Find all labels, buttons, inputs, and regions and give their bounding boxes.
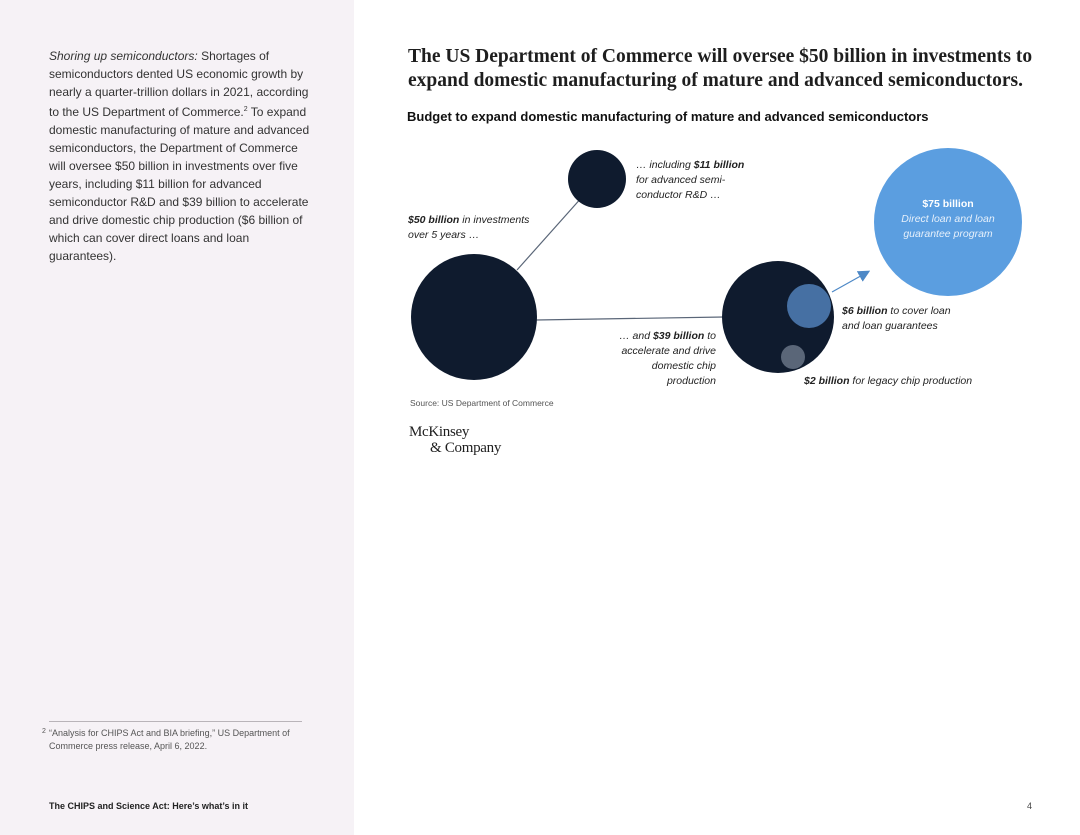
footnote-number: 2: [42, 728, 46, 735]
label-total: [408, 213, 548, 243]
bubble-rnd: [568, 150, 626, 208]
loan-program-label-2: guarantee program: [903, 228, 993, 240]
intro-body-2: To expand domestic manufacturing of mature and advanced semiconductors, the Department of Commerce will oversee $50 billion in investments over five years, including $11 billion for advanced semiconductor R&D and $39 billion to accelerate and drive domestic chip production ($6 billion of which can cover direct loans and loan guarantees).: [49, 105, 310, 263]
footer-title: The CHIPS and Science Act: Here’s what’s in it: [49, 801, 249, 811]
label-loans-amount: $6 billion: [842, 305, 888, 317]
label-legacy-amount: $2 billion: [804, 375, 850, 387]
footnote-text: “Analysis for CHIPS Act and BIA briefing,” US Department of Commerce press release, April 6, 2022.: [49, 728, 290, 751]
label-legacy: [804, 374, 1024, 389]
label-rnd-text: for advanced semi-conductor R&D …: [636, 174, 726, 201]
intro-body: Shortages of semiconductors dented US economic growth by nearly a quarter-trillion dollars in 2021, according to the US Department of Commerce.: [49, 49, 309, 119]
label-loans-text: to cover loan and loan guarantees: [842, 305, 951, 332]
label-rnd: [636, 158, 756, 203]
label-rnd-amount: $11 billion: [693, 159, 745, 171]
mckinsey-logo: [409, 424, 501, 456]
label-production-amount: $39 billion: [652, 330, 705, 342]
loan-program-amount: $75 billion: [922, 198, 974, 210]
label-production-text: to accelerate and drive domestic chip production: [621, 330, 716, 387]
intro-lead: Shoring up semiconductors:: [49, 49, 198, 63]
bubble-legacy: [781, 345, 805, 369]
label-total-text: in investments over 5 years …: [408, 214, 530, 241]
page-number: 4: [1026, 801, 1032, 811]
label-legacy-text: for legacy chip production: [849, 375, 973, 387]
loan-program-label-1: Direct loan and loan: [901, 213, 995, 225]
footnote-ref[interactable]: 2: [243, 106, 248, 113]
label-rnd-pre: … including: [636, 159, 694, 171]
chart-title: Budget to expand domestic manufacturing of mature and advanced semiconductors: [407, 109, 929, 124]
label-total-amount: $50 billion: [408, 214, 460, 226]
label-production-pre: … and: [619, 330, 653, 342]
bubble-loans: [787, 284, 831, 328]
connector-total-production: [536, 317, 724, 320]
label-production: [606, 329, 716, 389]
bubble-total: [411, 254, 537, 380]
page-headline: The US Department of Commerce will oversee $50 billion in investments to expand domestic manufacturing of mature and advanced semiconductors.: [408, 46, 1033, 91]
label-loans: [842, 304, 952, 334]
logo-line-2: & Company: [430, 440, 502, 456]
logo-line-1: McKinsey: [409, 424, 470, 440]
source-note: Source: US Department of Commerce: [410, 398, 554, 408]
connector-loans-program: [832, 273, 866, 292]
